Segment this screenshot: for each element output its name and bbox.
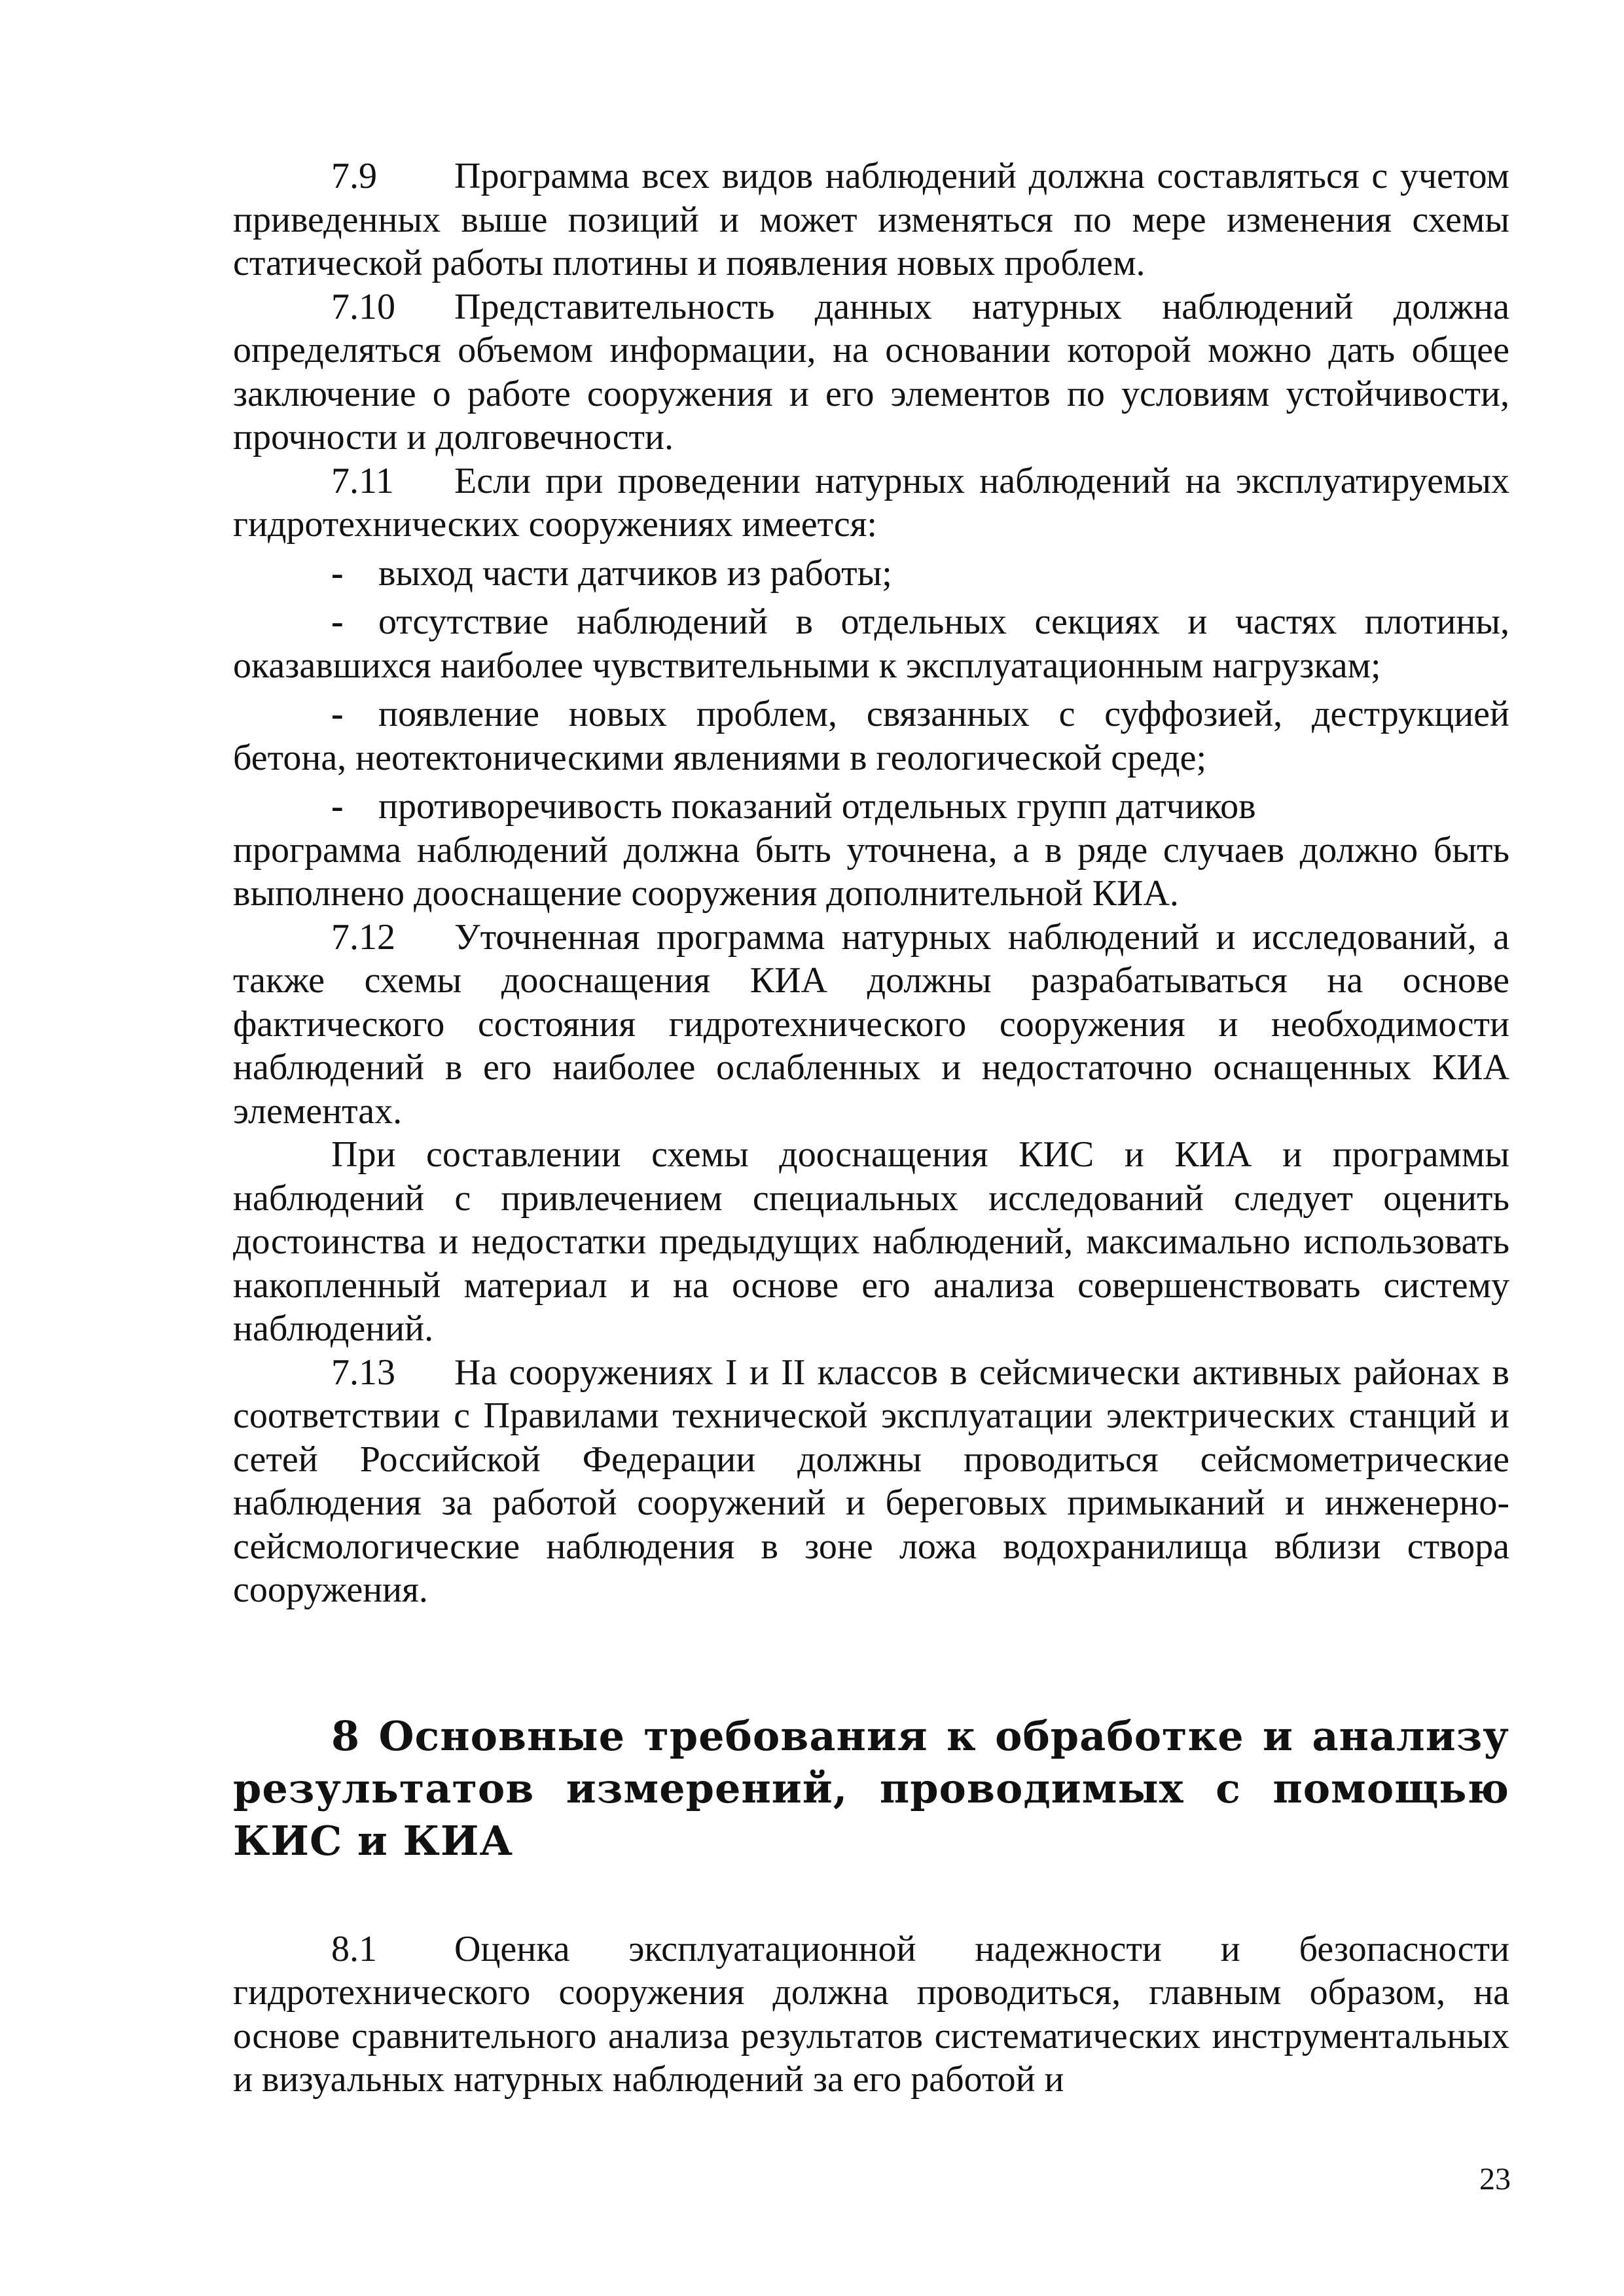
- paragraph-text: Уточненная программа натурных наблюдений и исследований, а также схемы дооснащения КИА должны разрабатываться на основе фактического состояния гидротехнического сооружения и необходимости наблюдений в его наиболее ослабленных и недостаточно оснащенных КИА элементах.: [233, 916, 1509, 1132]
- paragraph-number: 7.10: [331, 286, 395, 327]
- list-item: [233, 692, 1509, 780]
- paragraph-7-12-follow-up: При составлении схемы дооснащения КИС и КИА и программы наблюдений с привлечением специальных исследований следует оценить достоинства и недостатки предыдущих наблюдений, максимально использовать накопленный материал и на основе его анализа совершенствовать систему наблюдений.: [233, 1134, 1509, 1349]
- paragraph-text: Если при проведении натурных наблюдений на эксплуатируемых гидротехнических сооружениях имеется:: [233, 460, 1509, 545]
- dash-bullet: -: [331, 552, 344, 594]
- paragraph-number: 8.1: [331, 1928, 377, 1969]
- section-8-heading: 8 Основные требования к обработке и анализу результатов измерений, проводимых с помощью КИС и КИА: [233, 1712, 1509, 1865]
- list-item: [233, 552, 1509, 596]
- paragraph-7-12: [233, 916, 1509, 1134]
- paragraph-number: 7.11: [331, 460, 394, 501]
- paragraph-number: 7.12: [331, 916, 395, 958]
- paragraph-7-11: [233, 459, 1509, 547]
- paragraph-text: На сооружениях I и II классов в сейсмически активных районах в соответствии с Правилами технической эксплуатации электрических станций и сетей Российской Федерации должны проводиться сейсмометрические наблюдения за работой сооружений и береговых примыканий и инженерно-сейсмологические наблюдения в зоне ложа водохранилища вблизи створа сооружения.: [233, 1352, 1509, 1610]
- paragraph-7-13: [233, 1351, 1509, 1612]
- paragraph-text: Программа всех видов наблюдений должна составляться с учетом приведенных выше позиций и может изменяться по мере изменения схемы статической работы плотины и появления новых проблем.: [233, 156, 1509, 283]
- paragraph-8-1: [233, 1928, 1509, 2102]
- document-page: [233, 154, 1509, 2102]
- paragraph-text: Оценка эксплуатационной надежности и безопасности гидротехнического сооружения должна проводиться, главным образом, на основе сравнительного анализа результатов систематических инструментальных и визуальных натурных наблюдений за его работой и: [233, 1928, 1509, 2100]
- dash-bullet: -: [331, 601, 344, 642]
- dash-bullet: -: [331, 694, 344, 734]
- list-item-text: выход части датчиков из работы;: [378, 552, 892, 594]
- list-item-text: противоречивость показаний отдельных групп датчиков: [378, 786, 1256, 827]
- paragraph-number: 7.9: [331, 156, 377, 196]
- paragraph-7-9: [233, 154, 1509, 285]
- paragraph-7-11-conclusion: программа наблюдений должна быть уточнена, а в ряде случаев должно быть выполнено дооснащение сооружения дополнительной КИА.: [233, 829, 1509, 914]
- list-item-text: отсутствие наблюдений в отдельных секциях и частях плотины, оказавшихся наиболее чувствительными к эксплуатационным нагрузкам;: [233, 601, 1509, 686]
- list-item-text: появление новых проблем, связанных с суффозией, деструкцией бетона, неотектоническими явлениями в геологической среде;: [233, 694, 1509, 778]
- paragraph-number: 7.13: [331, 1352, 395, 1393]
- list-item: [233, 785, 1509, 829]
- list-item: [233, 600, 1509, 687]
- paragraph-7-10: [233, 285, 1509, 459]
- paragraph-text: Представительность данных натурных наблюдений должна определяться объемом информации, на основании которой можно дать общее заключение о работе сооружения и его элементов по условиям устойчивости, прочности и долговечности.: [233, 286, 1509, 457]
- dash-bullet: -: [331, 786, 344, 827]
- page-number: 23: [1479, 2162, 1511, 2197]
